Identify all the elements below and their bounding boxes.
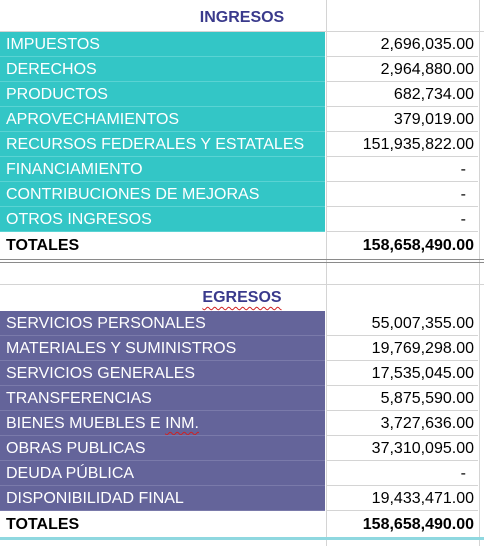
row-value[interactable]: 55,007,355.00	[327, 311, 478, 336]
table-row[interactable]	[0, 107, 484, 132]
total-label[interactable]: TOTALES	[6, 516, 80, 533]
row-value[interactable]: 379,019.00	[327, 107, 478, 132]
table-row[interactable]	[0, 336, 484, 361]
table-row[interactable]	[0, 132, 484, 157]
row-label[interactable]: TRANSFERENCIAS	[0, 386, 325, 411]
row-label[interactable]: FINANCIAMIENTO	[0, 157, 325, 182]
row-value[interactable]: 37,310,095.00	[327, 436, 478, 461]
table-row[interactable]	[0, 32, 484, 57]
row-label[interactable]: IMPUESTOS	[0, 32, 325, 57]
table-row[interactable]	[0, 157, 484, 182]
row-value[interactable]: -	[327, 182, 478, 207]
row-value[interactable]: 2,964,880.00	[327, 57, 478, 82]
row-value[interactable]: 17,535,045.00	[327, 361, 478, 386]
row-value[interactable]: -	[327, 461, 478, 486]
row-value[interactable]: 3,727,636.00	[327, 411, 478, 436]
row-value[interactable]: 19,769,298.00	[327, 336, 478, 361]
row-label[interactable]: RECURSOS FEDERALES Y ESTATALES	[0, 132, 325, 157]
egresos-header	[0, 285, 484, 311]
table-row[interactable]	[0, 411, 484, 436]
table-row[interactable]	[0, 436, 484, 461]
ingresos-header-text: INGRESOS	[199, 9, 285, 26]
row-value[interactable]: -	[327, 157, 478, 182]
total-value[interactable]: 158,658,490.00	[362, 237, 474, 254]
table-row[interactable]	[0, 311, 484, 336]
table-row[interactable]	[0, 57, 484, 82]
spellcheck-marked-word: INM.	[165, 415, 199, 432]
table-row[interactable]	[0, 207, 484, 232]
double-rule	[0, 259, 484, 260]
row-value[interactable]: -	[327, 207, 478, 232]
double-rule	[0, 262, 484, 263]
row-label[interactable]: APROVECHAMIENTOS	[0, 107, 325, 132]
table-row[interactable]	[0, 461, 484, 486]
table-row[interactable]	[0, 361, 484, 386]
table-row[interactable]	[0, 82, 484, 107]
row-label[interactable]: OBRAS PUBLICAS	[0, 436, 325, 461]
row-label[interactable]: DERECHOS	[0, 57, 325, 82]
total-label[interactable]: TOTALES	[6, 237, 80, 254]
row-value[interactable]: 151,935,822.00	[327, 132, 478, 157]
ingresos-header	[0, 5, 484, 31]
row-value[interactable]: 19,433,471.00	[327, 486, 478, 511]
row-label-text: BIENES MUEBLES E	[6, 415, 166, 432]
egresos-total-row[interactable]	[0, 512, 484, 537]
total-value[interactable]: 158,658,490.00	[362, 516, 474, 533]
row-value[interactable]: 682,734.00	[327, 82, 478, 107]
egresos-header-text: EGRESOS	[202, 289, 282, 306]
ingresos-total-row[interactable]	[0, 233, 484, 258]
table-row[interactable]	[0, 386, 484, 411]
row-label[interactable]: CONTRIBUCIONES DE MEJORAS	[0, 182, 325, 207]
row-label[interactable]	[0, 411, 325, 436]
row-value[interactable]: 5,875,590.00	[327, 386, 478, 411]
row-label[interactable]: DEUDA PÚBLICA	[0, 461, 325, 486]
row-label[interactable]: OTROS INGRESOS	[0, 207, 325, 232]
row-label[interactable]: SERVICIOS GENERALES	[0, 361, 325, 386]
row-label[interactable]: MATERIALES Y SUMINISTROS	[0, 336, 325, 361]
bottom-rule	[0, 537, 484, 540]
row-label[interactable]: DISPONIBILIDAD FINAL	[0, 486, 325, 511]
row-value[interactable]: 2,696,035.00	[327, 32, 478, 57]
row-label[interactable]: SERVICIOS PERSONALES	[0, 311, 325, 336]
row-label[interactable]: PRODUCTOS	[0, 82, 325, 107]
table-row[interactable]	[0, 486, 484, 511]
table-row[interactable]	[0, 182, 484, 207]
